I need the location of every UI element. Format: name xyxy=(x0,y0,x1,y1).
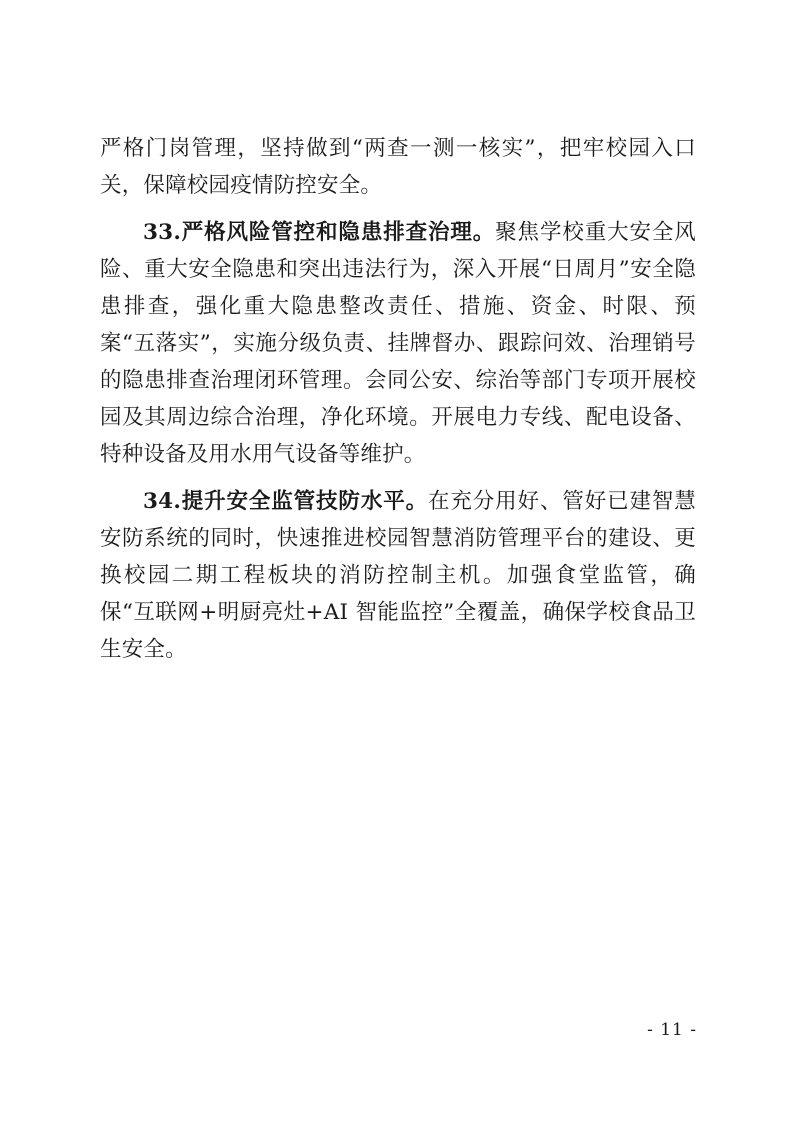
paragraph-text-34: 在充分用好、管好已建智慧安防系统的同时，快速推进校园智慧消防管理平台的建设、更换校园二期工程板块的消防控制主机。加强食堂监管，确保“互联网+明厨亮灶+AI 智能监控”全覆盖，确保学校食品卫生安全。 xyxy=(100,489,696,662)
paragraph-lead-34: 34.提升安全监管技防水平。 xyxy=(143,489,428,514)
paragraph-lead-33: 33.严格风险管控和隐患排查治理。 xyxy=(143,220,496,245)
paragraph-item-34 xyxy=(100,483,696,668)
page-number: - 11 - xyxy=(647,1020,697,1040)
paragraph-continued xyxy=(100,130,696,204)
paragraph-text-33: 聚焦学校重大安全风险、重大安全隐患和突出违法行为，深入开展“日周月”安全隐患排查，强化重大隐患整改责任、措施、资金、时限、预案“五落实”，实施分级负责、挂牌督办、跟踪问效、治理销号的隐患排查治理闭环管理。会同公安、综治等部门专项开展校园及其周边综合治理，净化环境。开展电力专线、配电设备、特种设备及用水用气设备等维护。 xyxy=(100,220,696,467)
paragraph-text: 严格门岗管理，坚持做到“两查一测一核实”，把牢校园入口关，保障校园疫情防控安全。 xyxy=(100,136,696,198)
document-body xyxy=(100,130,696,674)
paragraph-item-33 xyxy=(100,214,696,473)
